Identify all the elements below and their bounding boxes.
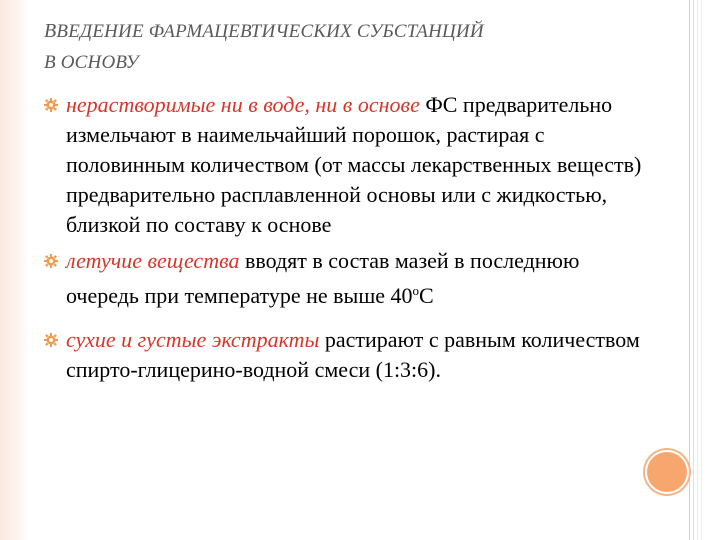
gear-sun-icon [44, 333, 58, 347]
bullet-list [44, 90, 644, 385]
slide-right-border-line [701, 0, 702, 540]
bullet-item [44, 246, 644, 311]
slide-right-border-line [697, 0, 698, 540]
bullet-text: растирают с равным количеством спирто-глицерино-водной смеси (1:3:6). [66, 327, 640, 382]
bullet-text: вводят в состав мазей в последнюю очередь при температуре не выше 40 [66, 248, 580, 308]
slide-right-border-line [689, 0, 690, 540]
slide-left-border [0, 0, 28, 540]
slide-title [44, 16, 644, 78]
bullet-item [44, 90, 644, 240]
slide-right-border-line [693, 0, 694, 540]
title-line-1: ВЕДЕНИЕ ФАРМАЦЕВТИЧЕСКИХ СУБСТАНЦИЙ [56, 21, 484, 42]
degree-superscript: о [412, 283, 420, 298]
bullet-highlight: нерастворимые ни в воде, ни в основе [66, 92, 420, 117]
bullet-text-end: С [419, 283, 434, 308]
title-line-2: В ОСНОВУ [44, 52, 139, 73]
decorative-circle [645, 450, 689, 494]
gear-sun-icon [44, 98, 58, 112]
title-initial-capital: В [44, 20, 57, 42]
gear-sun-icon [44, 254, 58, 268]
bullet-highlight: летучие вещества [66, 248, 240, 273]
bullet-highlight: сухие и густые экстракты [66, 327, 320, 352]
bullet-text: ФС предварительно измельчают в наимельчайший порошок, растирая с половинным количеством (от массы лекарственных веществ) предварительно расплавленной основы или с жидкостью, близкой по составу к основе [66, 92, 642, 237]
bullet-item [44, 325, 644, 385]
